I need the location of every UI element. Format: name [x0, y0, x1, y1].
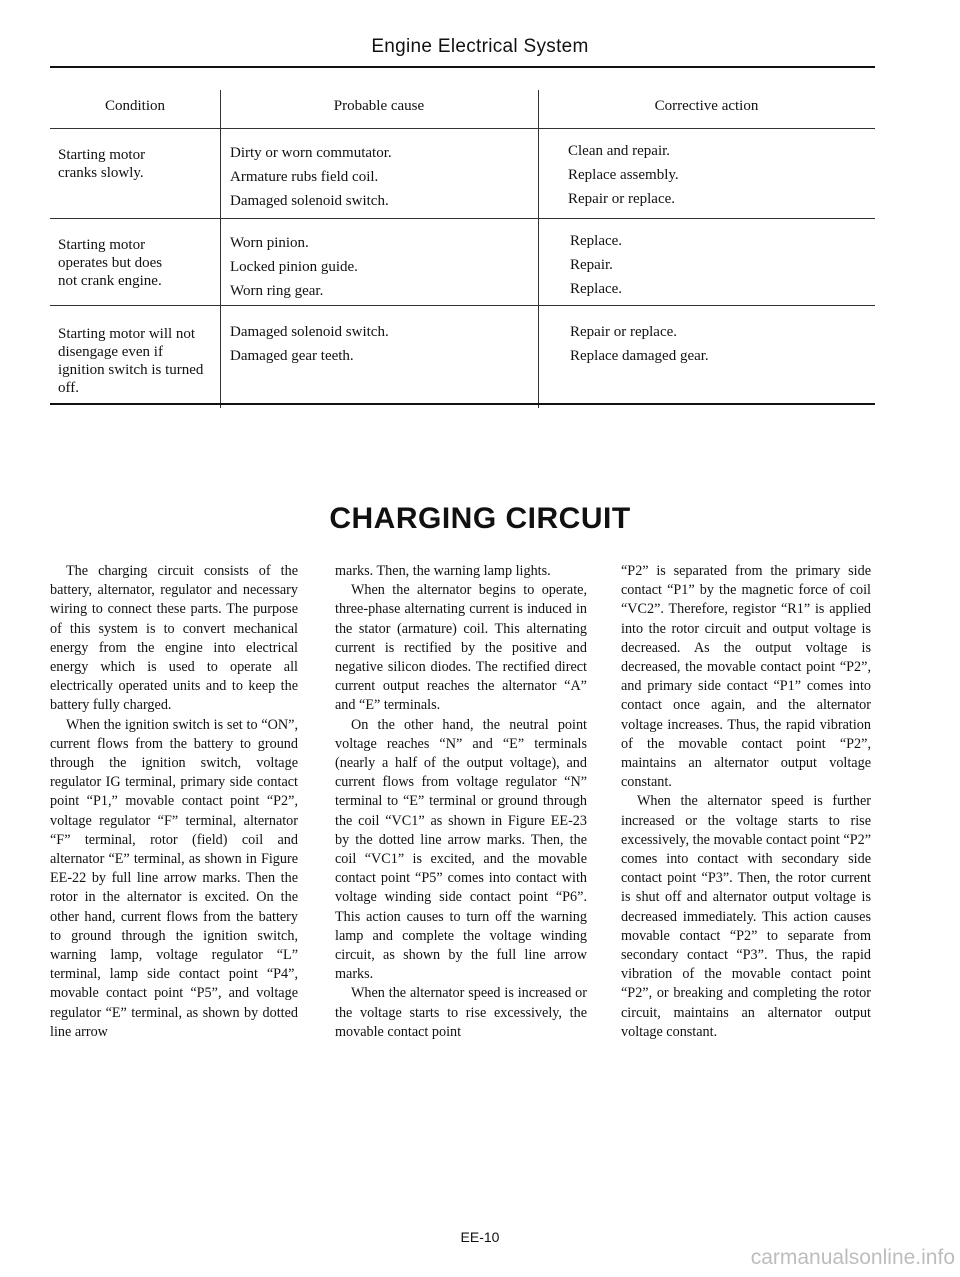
- page-number: EE-10: [460, 1229, 500, 1245]
- table-bottom-rule: [50, 403, 875, 405]
- cause-item: Armature rubs field coil.: [230, 169, 379, 185]
- action-item: Repair.: [570, 257, 613, 273]
- paragraph: “P2” is separated from the primary side contact “P1” by the magnetic force of coil “VC2”. Therefore, registor “R1” is applied into the rotor circuit and output voltage is decreased. As the output voltage is decreased, the movable contact point “P2”, and primary side contact “P1” comes into contact once again, and the alternator voltage increases. Thus, the rapid vibration of the movable contact point “P2”, maintains an alternator output voltage constant.: [621, 563, 871, 791]
- paragraph: On the other hand, the neutral point voltage reaches “N” and “E” terminals (nearly a half of the output voltage), and current flows from voltage regulator “N” terminal to “E” terminal or ground through the coil “VC1” as shown in Figure EE-23 by the dotted line arrow marks. Then, the coil “VC1” is excited, and the movable contact point “P5” comes into contact with voltage winding side contact point “P6”. This action causes to turn off the warning lamp and complete the voltage winding circuit, as shown by the full line arrow marks.: [335, 716, 587, 983]
- troubleshooting-table: [50, 90, 875, 408]
- table-header-rule: [50, 128, 875, 129]
- row-separator: [50, 305, 875, 306]
- watermark: carmanualsonline.info: [750, 1246, 955, 1269]
- action-item: Repair or replace.: [570, 324, 678, 340]
- table-row-actions: [570, 232, 870, 304]
- table-row-causes: [230, 323, 530, 371]
- header-rule: [50, 66, 875, 68]
- action-item: Replace.: [570, 281, 623, 297]
- table-row-condition: Starting motor cranks slowly.: [58, 147, 146, 181]
- section-title: CHARGING CIRCUIT: [329, 502, 631, 535]
- paragraph: When the alternator speed is further increased or the voltage starts to rise excessively, the movable contact point “P2” comes into contact with secondary side contact point “P3”. Then, the rotor current is shut off and alternator output voltage is decreased immediately. This action causes movable contact “P2” to separate from secondary contact “P3”. Thus, the rapid vibration of the movable contact point “P2”, or breaking and completing the rotor circuit, maintains an alternator output voltage constant.: [621, 793, 871, 1040]
- table-row-condition: Starting motor will not disengage even if ignition switch is turned off.: [58, 326, 204, 396]
- cause-item: Damaged gear teeth.: [230, 348, 354, 364]
- paragraph: When the alternator speed is increased or the voltage starts to rise excessively, the movable contact point: [335, 985, 587, 1040]
- action-item: Clean and repair.: [568, 143, 671, 159]
- paragraph: marks. Then, the warning lamp lights.: [335, 563, 551, 579]
- action-item: Repair or replace.: [568, 191, 676, 207]
- table-row-condition: Starting motor operates but does not crank engine.: [58, 237, 163, 289]
- paragraph: When the alternator begins to operate, three-phase alternating current is induced in the stator (armature) coil. This alternating current is rectified by the positive and negative silicon diodes. The rectified direct current output reaches the alternator “A” and “E” terminals.: [335, 582, 587, 714]
- header-condition: Condition: [104, 98, 165, 114]
- body-column-3: [621, 562, 871, 1042]
- table-row-causes: [230, 234, 530, 306]
- column-divider: [220, 90, 221, 408]
- page-header-title: Engine Electrical System: [371, 36, 589, 57]
- cause-item: Locked pinion guide.: [230, 259, 358, 275]
- header-corrective-action: Corrective action: [654, 98, 759, 114]
- row-separator: [538, 218, 875, 219]
- cause-item: Damaged solenoid switch.: [230, 193, 389, 209]
- paragraph: The charging circuit consists of the battery, alternator, regulator and necessary wiring to connect these parts. The purpose of this system is to convert mechanical energy from the engine into electrical energy which is used to operate all electrically operated units and to keep the battery fully charged.: [50, 563, 298, 714]
- action-item: Replace damaged gear.: [570, 348, 709, 364]
- body-column-2: [335, 562, 587, 1042]
- body-column-1: [50, 562, 298, 1042]
- row-separator: [50, 218, 538, 219]
- action-item: Replace.: [570, 233, 623, 249]
- paragraph: When the ignition switch is set to “ON”, current flows from the battery to ground through the ignition switch, voltage regulator IG terminal, primary side contact point “P1,” movable contact point “P2”, voltage regulator “F” terminal, alternator “F” terminal, rotor (field) coil and alternator “E” terminal, as shown in Figure EE-22 by full line arrow marks. Then the rotor in the alternator is excited. On the other hand, current flows from the battery to ground through the ignition switch, warning lamp, voltage regulator “L” terminal, lamp side contact point “P4”, movable contact point “P5”, and voltage regulator “E” terminal, as shown by dotted line arrow: [50, 716, 298, 1040]
- table-row-actions: [570, 323, 870, 371]
- cause-item: Damaged solenoid switch.: [230, 324, 389, 340]
- cause-item: Worn ring gear.: [230, 283, 324, 299]
- column-divider: [538, 90, 539, 408]
- table-row-causes: [230, 144, 530, 216]
- table-row-actions: [568, 142, 868, 214]
- cause-item: Worn pinion.: [230, 235, 309, 251]
- cause-item: Dirty or worn commutator.: [230, 145, 392, 161]
- action-item: Replace assembly.: [568, 167, 679, 183]
- header-probable-cause: Probable cause: [333, 98, 425, 114]
